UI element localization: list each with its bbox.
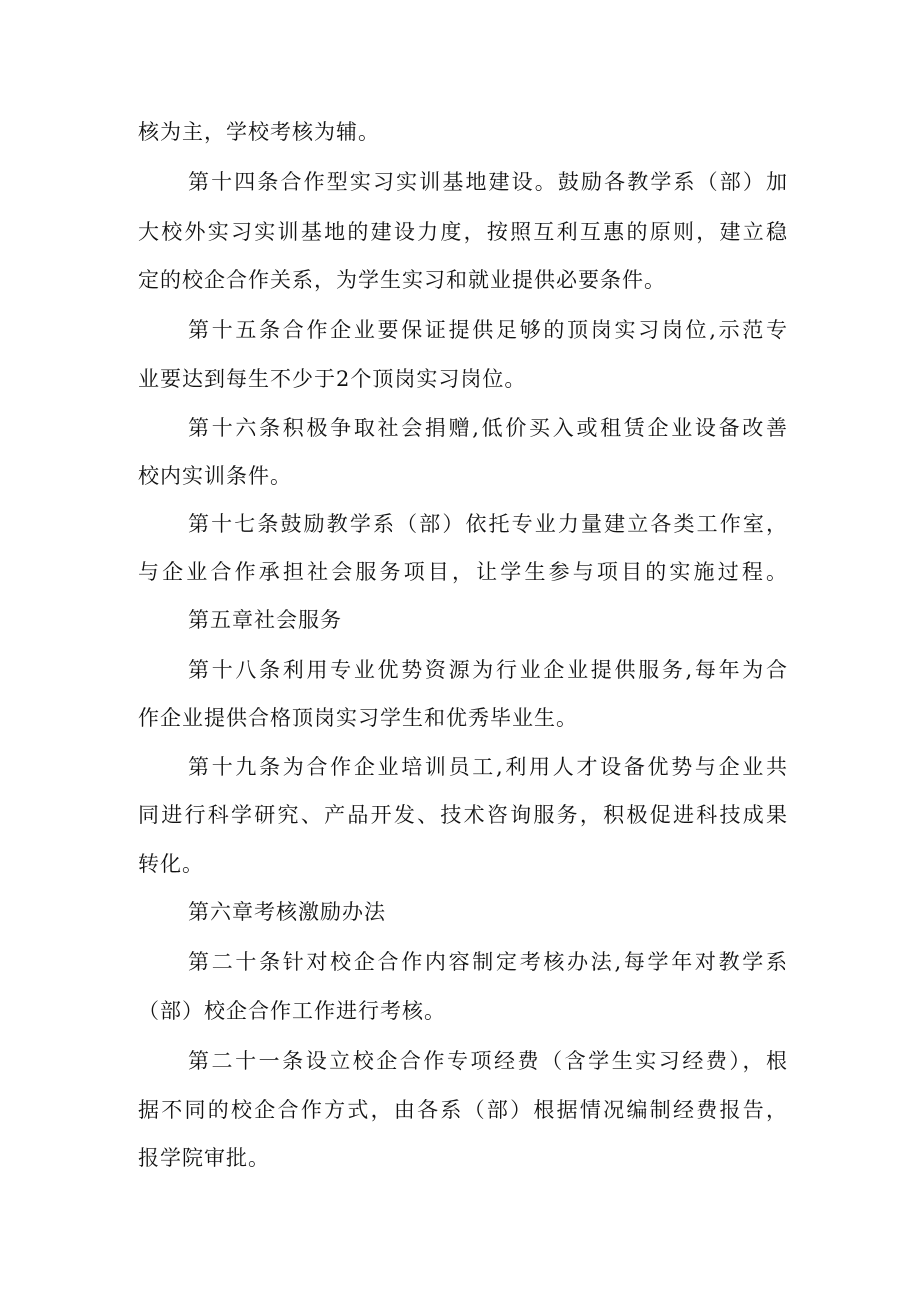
chapter-heading: 第六章考核激励办法	[188, 900, 386, 924]
text-line: 转化。	[138, 852, 204, 876]
text-line: 第二十条针对校企合作内容制定考核办法,每学年对教学系	[188, 950, 788, 974]
text-line: 大校外实习实训基地的建设力度，按照互利互惠的原则，建立稳	[138, 220, 788, 244]
text-line: 业要达到每生不少于2个顶岗实习岗位。	[138, 367, 527, 391]
text-line: 第十六条积极争取社会捐赠,低价买入或租赁企业设备改善	[188, 416, 788, 440]
text-line: 核为主，学校考核为辅。	[138, 120, 380, 144]
text-line: 第十四条合作型实习实训基地建设。鼓励各教学系（部）加	[188, 170, 788, 194]
text-line: 第十九条为合作企业培训员工,利用人才设备优势与企业共	[188, 755, 788, 779]
chapter-heading: 第五章社会服务	[188, 608, 342, 632]
text-line: 校内实训条件。	[138, 464, 292, 488]
text-line: 报学院审批。	[138, 1146, 270, 1170]
text-line: 同进行科学研究、产品开发、技术咨询服务，积极促进科技成果	[138, 803, 788, 827]
text-line: 与企业合作承担社会服务项目，让学生参与项目的实施过程。	[138, 560, 788, 584]
text-line: 据不同的校企合作方式，由各系（部）根据情况编制经费报告，	[138, 1098, 788, 1122]
text-line: （部）校企合作工作进行考核。	[138, 999, 446, 1023]
text-line: 作企业提供合格顶岗实习学生和优秀毕业生。	[138, 706, 578, 730]
text-line: 定的校企合作关系，为学生实习和就业提供必要条件。	[138, 268, 666, 292]
text-line: 第十七条鼓励教学系（部）依托专业力量建立各类工作室，	[188, 512, 788, 536]
text-line: 第十八条利用专业优势资源为行业企业提供服务,每年为合	[188, 658, 788, 682]
text-line: 第二十一条设立校企合作专项经费（含学生实习经费），根	[188, 1049, 788, 1073]
text-line: 第十五条合作企业要保证提供足够的顶岗实习岗位,示范专	[188, 318, 788, 342]
